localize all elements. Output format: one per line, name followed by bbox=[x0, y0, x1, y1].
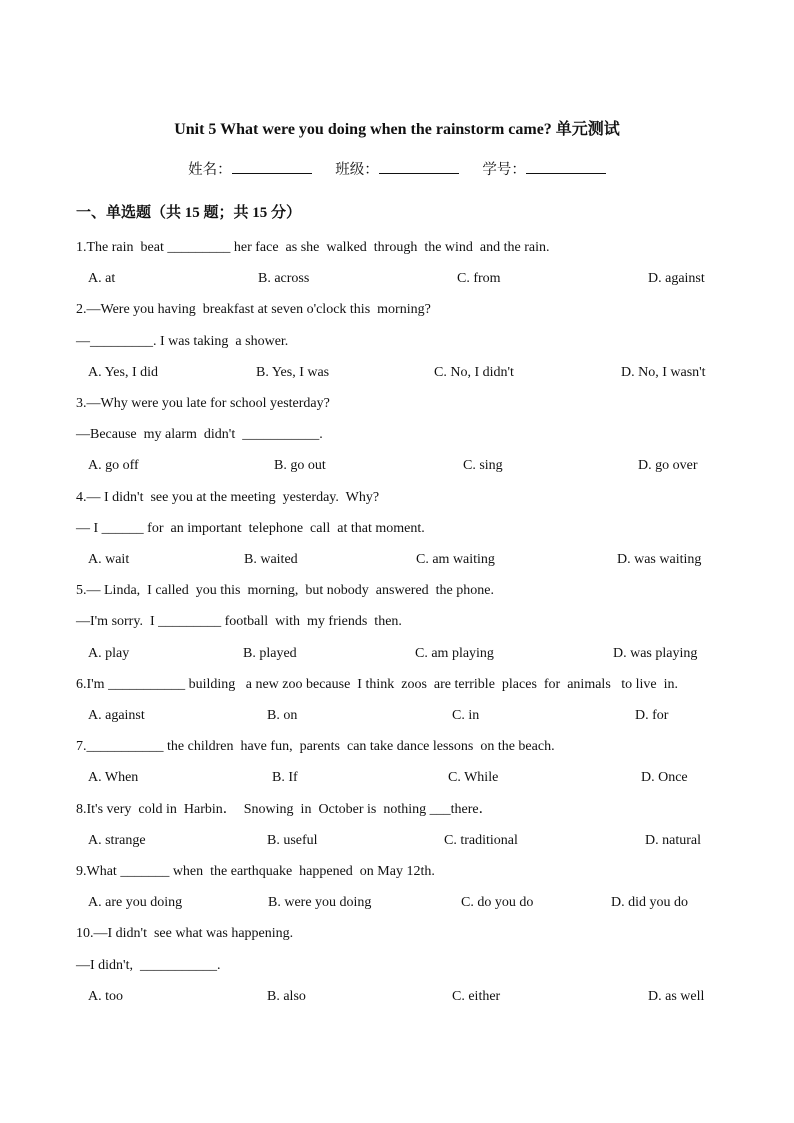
answer-option[interactable]: B. If bbox=[272, 770, 298, 785]
answer-option[interactable]: D. was waiting bbox=[617, 552, 702, 567]
answer-option[interactable]: C. from bbox=[457, 271, 501, 286]
answer-option[interactable]: A. too bbox=[88, 989, 123, 1004]
question-stem: 5.— Linda, I called you this morning, but nobody answered the phone. bbox=[76, 583, 494, 598]
answer-option[interactable]: D. No, I wasn't bbox=[621, 365, 706, 380]
question-stem: 10.—I didn't see what was happening. bbox=[76, 926, 294, 941]
answer-option[interactable]: D. did you do bbox=[611, 895, 688, 910]
answer-option[interactable]: D. Once bbox=[641, 770, 688, 785]
answer-option[interactable]: D. go over bbox=[638, 458, 698, 473]
page-title: Unit 5 What were you doing when the rainstorm came? 单元测试 bbox=[174, 121, 620, 138]
answer-option[interactable]: D. natural bbox=[645, 833, 701, 848]
answer-option[interactable]: D. as well bbox=[648, 989, 705, 1004]
question-dialogue-line: —I'm sorry. I _________ football with my friends then. bbox=[76, 614, 402, 629]
class-blank[interactable] bbox=[379, 159, 459, 174]
question-stem: 7.___________ the children have fun, parents can take dance lessons on the beach. bbox=[76, 739, 555, 754]
class-label: 班级： bbox=[335, 162, 379, 178]
answer-option[interactable]: C. sing bbox=[463, 458, 503, 473]
answer-option[interactable]: C. traditional bbox=[444, 833, 518, 848]
answer-option[interactable]: C. am playing bbox=[415, 646, 494, 661]
answer-option[interactable]: C. am waiting bbox=[416, 552, 495, 567]
answer-option[interactable]: A. Yes, I did bbox=[88, 365, 159, 380]
question-dialogue-line: —_________. I was taking a shower. bbox=[76, 334, 289, 349]
question-stem: 6.I'm ___________ building a new zoo because I think zoos are terrible places for animals to live in. bbox=[76, 677, 679, 692]
question-stem: 9.What _______ when the earthquake happened on May 12th. bbox=[76, 864, 435, 879]
question-stem: 1.The rain beat _________ her face as she walked through the wind and the rain. bbox=[76, 240, 550, 255]
question-dialogue-line: — I ______ for an important telephone call at that moment. bbox=[76, 521, 425, 536]
answer-option[interactable]: B. played bbox=[243, 646, 297, 661]
number-field[interactable] bbox=[482, 158, 606, 179]
answer-option[interactable]: D. against bbox=[648, 271, 705, 286]
name-blank[interactable] bbox=[232, 159, 312, 174]
question-stem: 2.—Were you having breakfast at seven o'clock this morning? bbox=[76, 302, 431, 317]
answer-option[interactable]: B. go out bbox=[274, 458, 326, 473]
answer-option[interactable]: A. strange bbox=[88, 833, 146, 848]
answer-option[interactable]: D. for bbox=[635, 708, 669, 723]
answer-option[interactable]: A. at bbox=[88, 271, 116, 286]
answer-option[interactable]: C. either bbox=[452, 989, 501, 1004]
answer-option[interactable]: B. were you doing bbox=[268, 895, 372, 910]
class-field[interactable] bbox=[335, 158, 459, 179]
answer-option[interactable]: B. also bbox=[267, 989, 306, 1004]
answer-option[interactable]: C. While bbox=[448, 770, 499, 785]
answer-option[interactable]: A. wait bbox=[88, 552, 130, 567]
student-info-row bbox=[0, 158, 794, 179]
number-blank[interactable] bbox=[526, 159, 606, 174]
answer-option[interactable]: A. against bbox=[88, 708, 145, 723]
answer-option[interactable]: A. play bbox=[88, 646, 130, 661]
name-field[interactable] bbox=[188, 158, 312, 179]
question-dialogue-line: —I didn't, ___________. bbox=[76, 958, 221, 973]
answer-option[interactable]: B. useful bbox=[267, 833, 318, 848]
number-label: 学号： bbox=[482, 162, 526, 178]
question-stem: 4.— I didn't see you at the meeting yesterday. Why? bbox=[76, 490, 380, 505]
answer-option[interactable]: C. do you do bbox=[461, 895, 534, 910]
answer-option[interactable]: A. are you doing bbox=[88, 895, 183, 910]
question-stem: 3.—Why were you late for school yesterday? bbox=[76, 396, 330, 411]
answer-option[interactable]: A. go off bbox=[88, 458, 139, 473]
question-stem: 8.It's very cold in Harbin． Snowing in October is nothing ___there． bbox=[76, 802, 493, 817]
answer-option[interactable]: B. across bbox=[258, 271, 310, 286]
answer-option[interactable]: C. in bbox=[452, 708, 480, 723]
section-heading: 一、单选题（共 15 题；共 15 分） bbox=[76, 205, 302, 221]
answer-option[interactable]: D. was playing bbox=[613, 646, 698, 661]
answer-option[interactable]: B. Yes, I was bbox=[256, 365, 330, 380]
answer-option[interactable]: C. No, I didn't bbox=[434, 365, 514, 380]
answer-option[interactable]: B. waited bbox=[244, 552, 298, 567]
answer-option[interactable]: A. When bbox=[88, 770, 139, 785]
answer-option[interactable]: B. on bbox=[267, 708, 298, 723]
question-dialogue-line: —Because my alarm didn't ___________. bbox=[76, 427, 323, 442]
name-label: 姓名： bbox=[188, 162, 232, 178]
